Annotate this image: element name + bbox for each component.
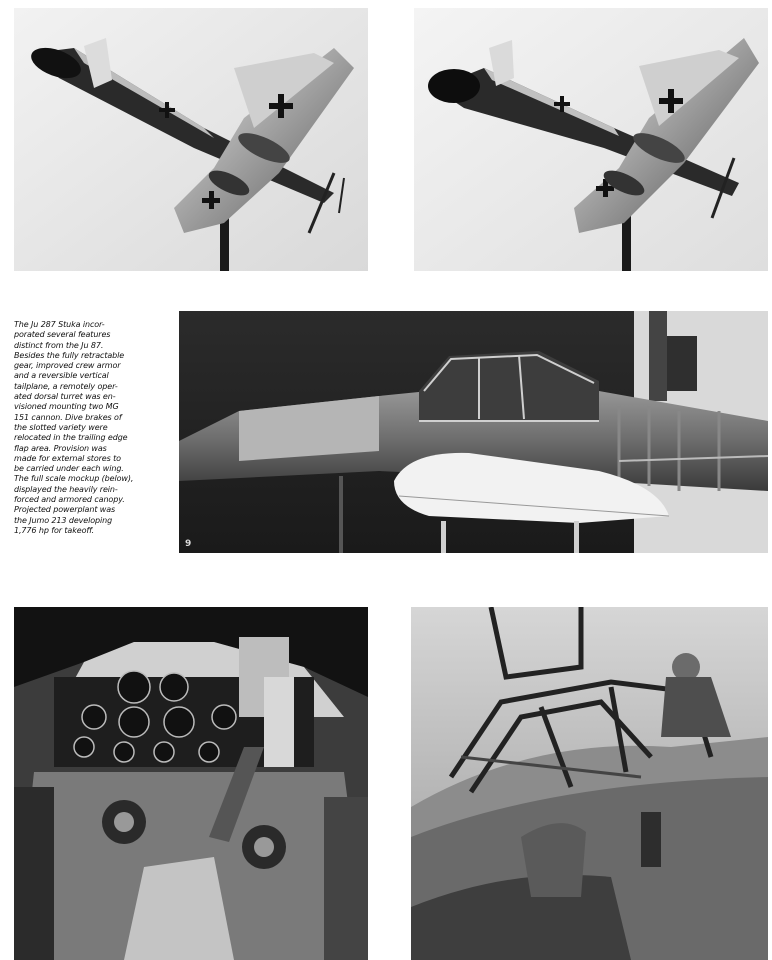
cockpit-interior-photo (14, 607, 368, 960)
mockup-fuselage-photo (179, 311, 768, 553)
model-photo-left (14, 8, 368, 271)
armored-canopy-photo (411, 607, 768, 960)
model-photo-right (414, 8, 768, 271)
plate-number: 9 (185, 539, 192, 549)
photo-caption: The Ju 287 Stuka incor- porated several features distinct from the Ju 87. Besides the fully retractable gear, improved crew armor and a reversible vertical tailplane, a remotely oper- ated dorsal turret was en- visioned mounting two MG 151 cannon. Dive brakes of the slotted variety were relocated in the trailing edge flap area. Provision was made for external stores to be carried under each wing. The full scale mockup (below), displayed the heavily rein- forced and armored canopy. Projected powerplant was the Jumo 213 developing 1,776 hp for takeoff. (14, 320, 134, 535)
